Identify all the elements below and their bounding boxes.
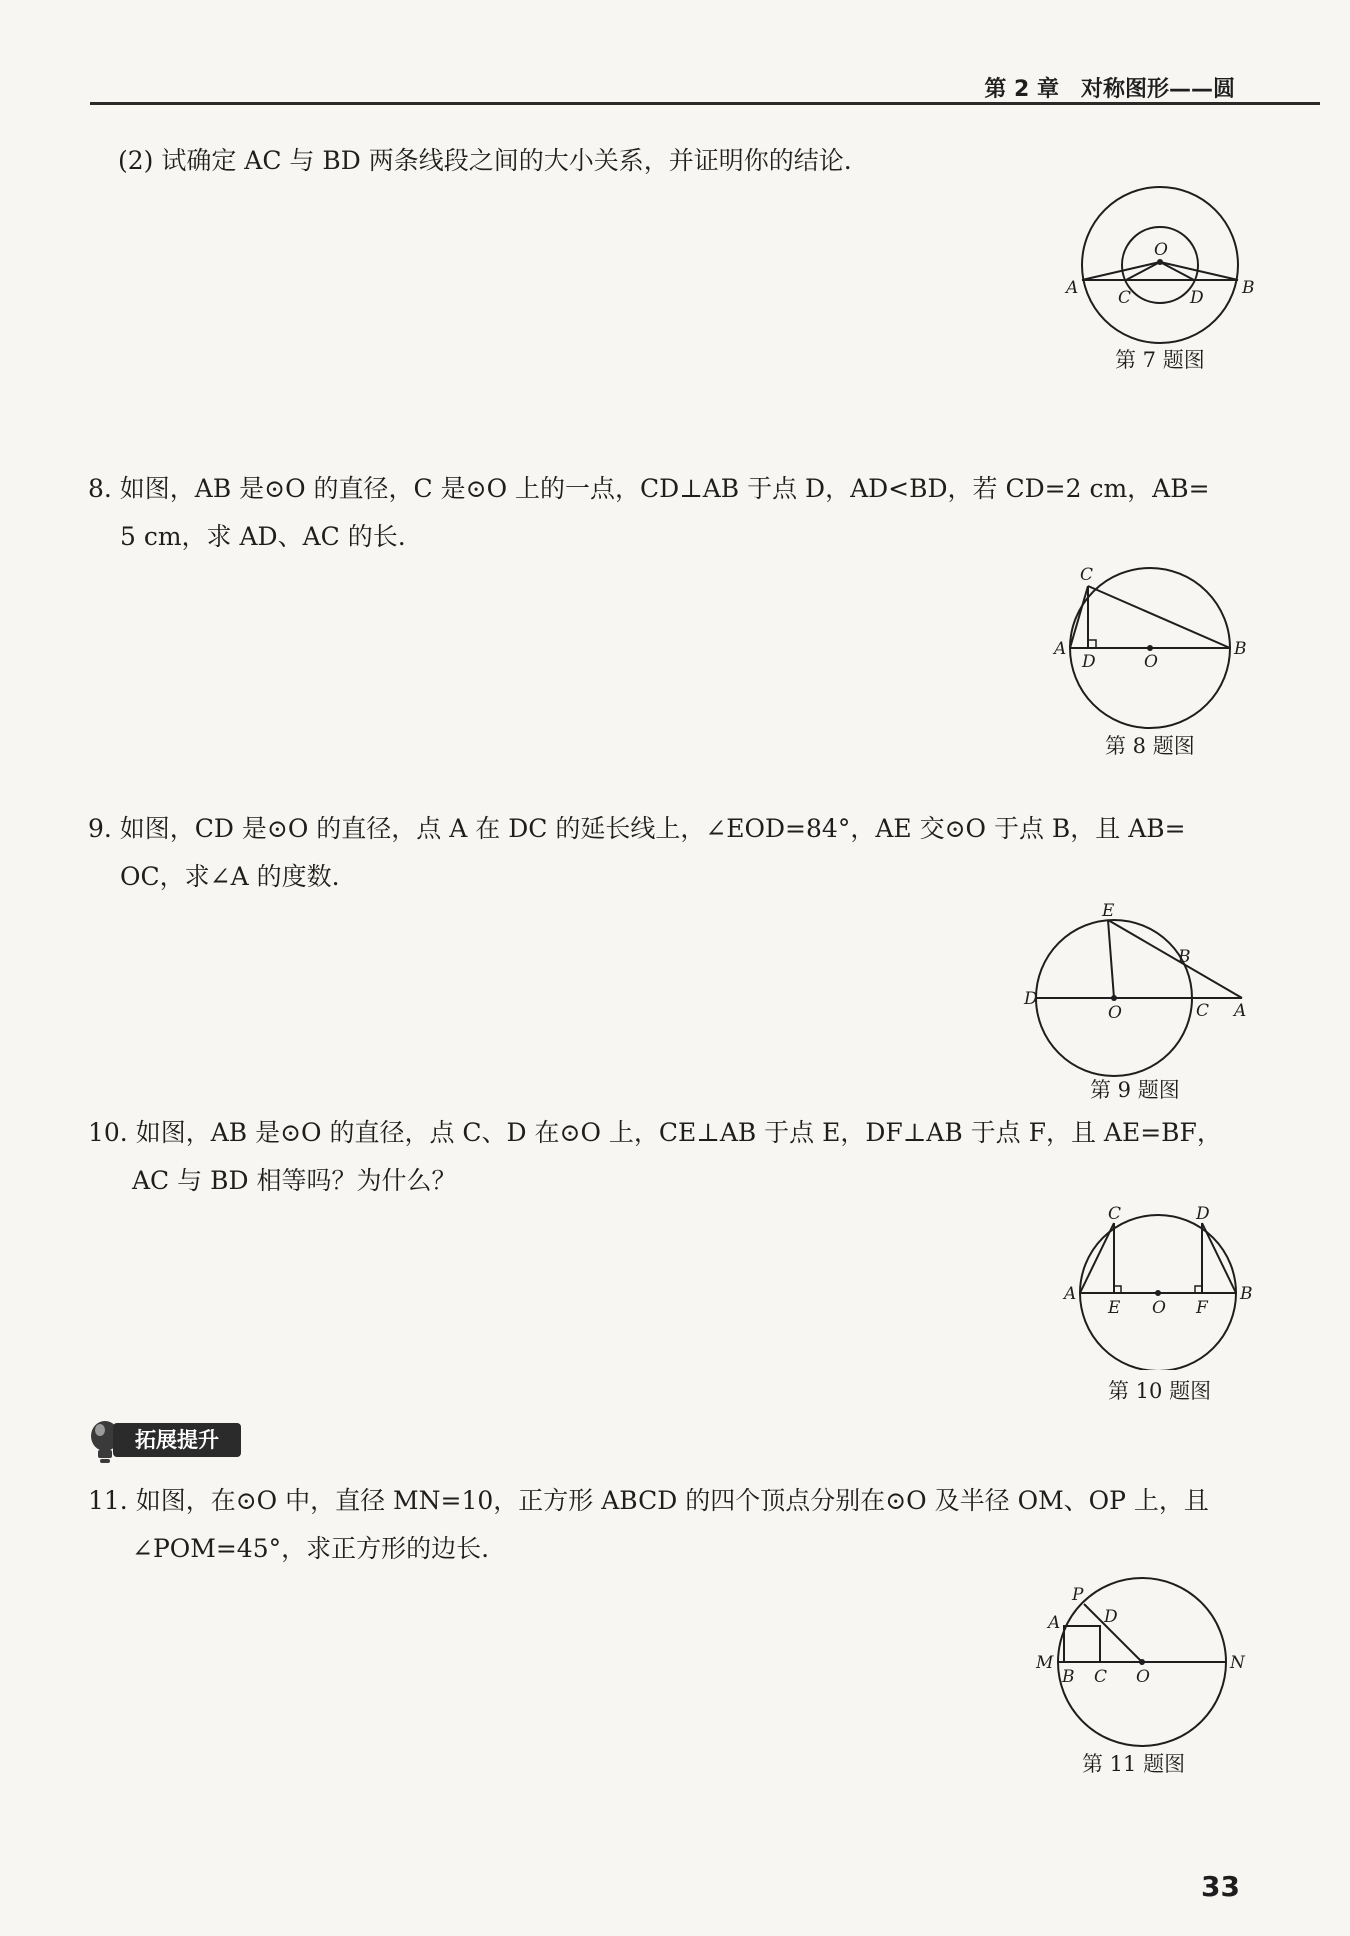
section-title: 拓展提升 [113,1423,241,1457]
q11-label-p: P [1072,1585,1084,1605]
q9-label-d: D [1024,989,1038,1009]
q8-label-b: B [1234,639,1247,659]
q9-label-e: E [1102,901,1115,921]
q10-label-c: C [1108,1205,1122,1224]
q9-figure [1020,900,1260,1080]
page-header [90,72,1320,105]
q10-label-o: O [1152,1298,1166,1318]
q7-label-b: B [1242,278,1255,298]
q10-label-f: F [1196,1298,1208,1318]
q8-label-o: O [1144,652,1158,672]
q10-figure [1060,1205,1260,1370]
q9-label-b: B [1178,947,1191,967]
q9-label-o: O [1108,1003,1122,1023]
q10-label-e: E [1108,1298,1121,1318]
q8-label-d: D [1082,652,1096,672]
q7-part2-text: (2) 试确定 AC 与 BD 两条线段之间的大小关系，并证明你的结论. [118,146,852,175]
section-extension [85,1418,245,1464]
q7-label-c: C [1118,288,1132,308]
q11-label-d: D [1104,1607,1118,1627]
q10-text-line1: 10. 如图，AB 是⊙O 的直径，点 C、D 在⊙O 上，CE⊥AB 于点 E，DF⊥AB 于点 F，且 AE=BF， [88,1118,1222,1147]
q8-text-line2: 5 cm，求 AD、AC 的长. [120,522,406,551]
q11-text-line2: ∠POM=45°，求正方形的边长. [132,1534,490,1563]
q11-label-c: C [1094,1667,1108,1687]
q9-text-line2: OC，求∠A 的度数. [120,862,340,891]
q7-label-o: O [1154,240,1168,260]
q8-caption: 第 8 题图 [1105,734,1195,758]
q10-caption: 第 10 题图 [1108,1379,1212,1403]
q8-label-a: A [1054,639,1067,659]
chapter-title: 第 2 章 对称图形——圆 [984,77,1235,102]
q8-text-line1: 8. 如图，AB 是⊙O 的直径，C 是⊙O 上的一点，CD⊥AB 于点 D，AD<BD，若 CD=2 cm，AB= [88,474,1210,503]
q9-label-c: C [1196,1001,1210,1021]
q10-label-a: A [1064,1284,1077,1304]
q11-label-m: M [1036,1653,1054,1673]
page-number: 33 [1201,1870,1240,1903]
q10-text-line2: AC 与 BD 相等吗？为什么？ [132,1166,457,1195]
q11-label-n: N [1230,1653,1245,1673]
q9-text-line1: 9. 如图，CD 是⊙O 的直径，点 A 在 DC 的延长线上，∠EOD=84°，AE 交⊙O 于点 B，且 AB= [88,814,1186,843]
q8-figure [1050,560,1260,730]
q11-label-b: B [1062,1667,1075,1687]
q7-label-a: A [1066,278,1079,298]
q11-figure [1030,1570,1260,1750]
q7-figure [1060,180,1260,350]
q7-caption: 第 7 题图 [1115,348,1205,372]
q11-label-a: A [1048,1613,1061,1633]
q10-label-b: B [1240,1284,1253,1304]
q11-caption: 第 11 题图 [1082,1752,1186,1776]
q11-text-line1: 11. 如图，在⊙O 中，直径 MN=10，正方形 ABCD 的四个顶点分别在⊙O 及半径 OM、OP 上，且 [88,1486,1209,1515]
q8-label-c: C [1080,565,1094,585]
q9-label-a: A [1234,1001,1247,1021]
q7-label-d: D [1190,288,1204,308]
q11-label-o: O [1136,1667,1150,1687]
q10-label-d: D [1196,1205,1210,1224]
q9-caption: 第 9 题图 [1090,1078,1180,1102]
